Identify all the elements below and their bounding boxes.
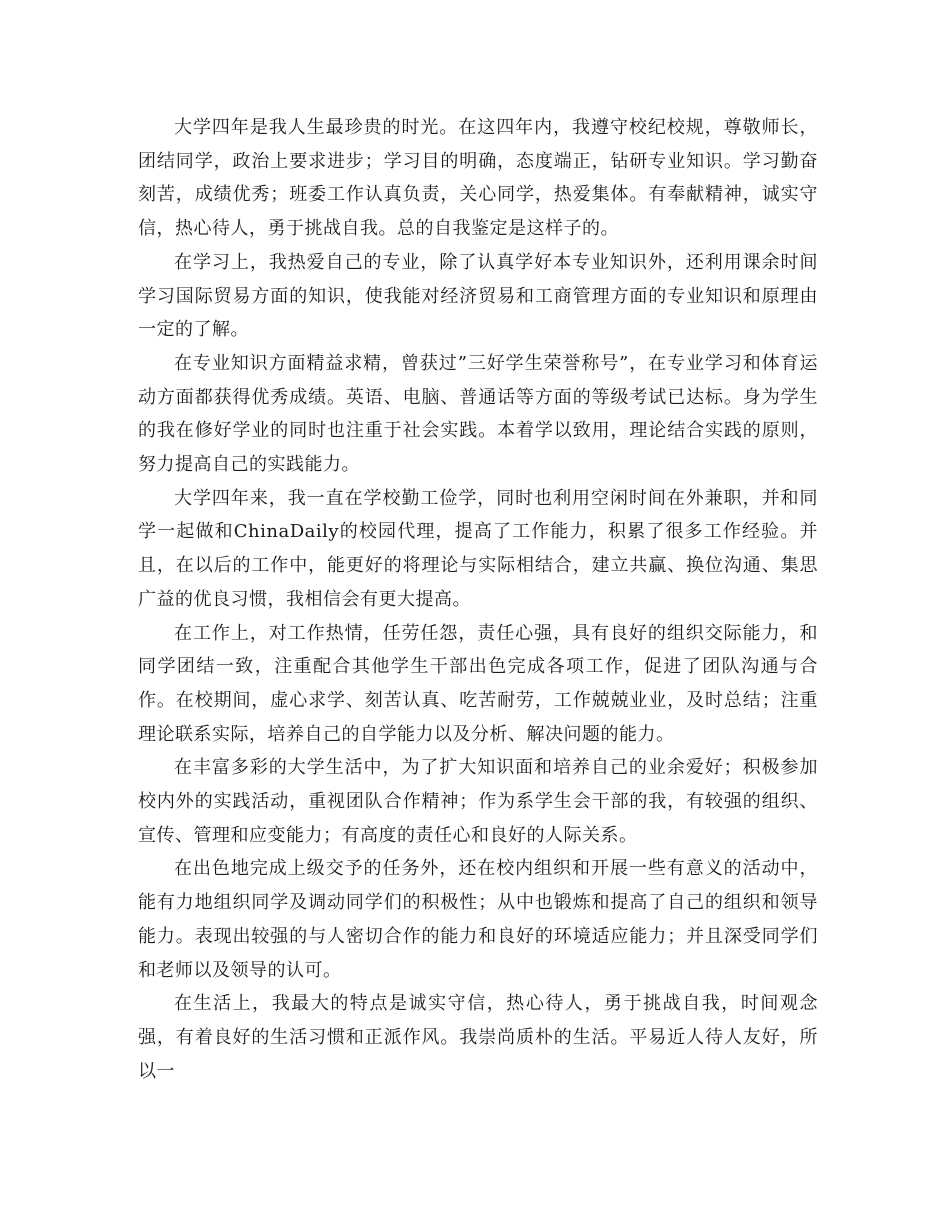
paragraph-6: 在丰富多彩的大学生活中，为了扩大知识面和培养自己的业余爱好；积极参加校内外的实践活动，重视团队合作精神；作为系学生会干部的我，有较强的组织、宣传、管理和应变能力；有高度的责任心和良好的人际关系。 [138, 757, 818, 846]
paragraph-5: 在工作上，对工作热情，任劳任怨，责任心强，具有良好的组织交际能力，和同学团结一致，注重配合其他学生干部出色完成各项工作，促进了团队沟通与合作。在校期间，虚心求学、刻苦认真、吃苦耐劳，工作兢兢业业，及时总结；注重理论联系实际，培养自己的自学能力以及分析、解决问题的能力。 [138, 622, 818, 745]
paragraph-1: 大学四年是我人生最珍贵的时光。在这四年内，我遵守校纪校规，尊敬师长，团结同学，政治上要求进步；学习目的明确，态度端正，钻研专业知识。学习勤奋刻苦，成绩优秀；班委工作认真负责，关心同学，热爱集体。有奉献精神，诚实守信，热心待人，勇于挑战自我。总的自我鉴定是这样子的。 [138, 117, 818, 240]
paragraph-4: 大学四年来，我一直在学校勤工俭学，同时也利用空闲时间在外兼职，并和同学一起做和ChinaDaily的校园代理，提高了工作能力，积累了很多工作经验。并且，在以后的工作中，能更好的将理论与实际相结合，建立共赢、换位沟通、集思广益的优良习惯，我相信会有更大提高。 [138, 487, 818, 610]
paragraph-3: 在专业知识方面精益求精，曾获过”三好学生荣誉称号”，在专业学习和体育运动方面都获得优秀成绩。英语、电脑、普通话等方面的等级考试已达标。身为学生的我在修好学业的同时也注重于社会实践。本着学以致用，理论结合实践的原则，努力提高自己的实践能力。 [138, 352, 818, 476]
document-body [138, 111, 818, 1088]
paragraph-7: 在出色地完成上级交予的任务外，还在校内组织和开展一些有意义的活动中，能有力地组织同学及调动同学们的积极性；从中也锻炼和提高了自己的组织和领导能力。表现出较强的与人密切合作的能力和良好的环境适应能力；并且深受同学们和老师以及领导的认可。 [138, 858, 818, 981]
paragraph-8: 在生活上，我最大的特点是诚实守信，热心待人，勇于挑战自我，时间观念强，有着良好的生活习惯和正派作风。我崇尚质朴的生活。平易近人待人友好，所以一 [138, 993, 818, 1082]
paragraph-2: 在学习上，我热爱自己的专业，除了认真学好本专业知识外，还利用课余时间学习国际贸易方面的知识，使我能对经济贸易和工商管理方面的专业知识和原理由一定的了解。 [138, 251, 818, 341]
